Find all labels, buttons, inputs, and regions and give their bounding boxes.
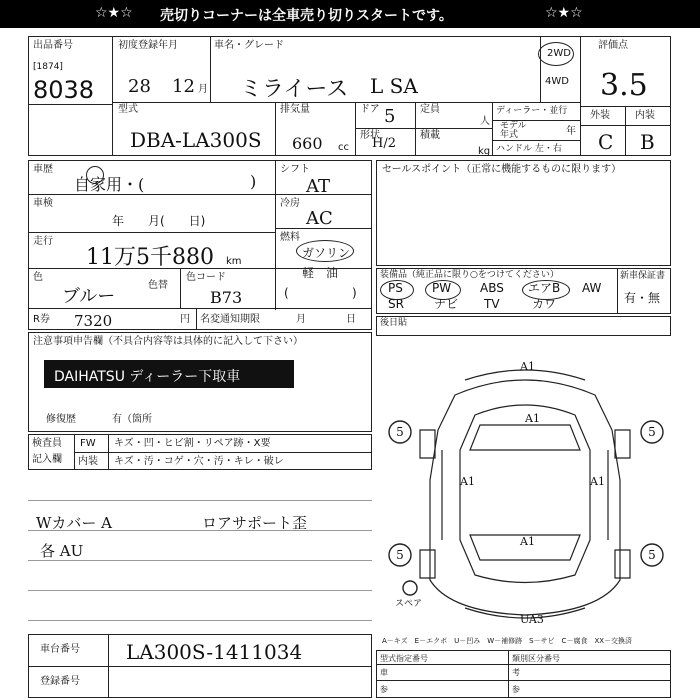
inspection-value: 年 月( 日) <box>112 214 206 228</box>
inspection-label: 車検 <box>33 198 53 209</box>
shape-label: 形状 <box>360 130 380 141</box>
tire-fr: 5 <box>648 425 656 439</box>
banner-right-stars: ☆★☆ <box>545 5 583 21</box>
spare-label: スペア <box>395 599 423 609</box>
ac-value: AC <box>306 208 333 229</box>
history-circle <box>86 166 104 184</box>
sub-2: 参 <box>380 685 388 694</box>
damage-legend: A－キズ E－エクボ U－凹み W－補修跡 S－サビ C－腐食 XX－交換済 <box>382 637 633 645</box>
chassis-label: 車台番号 <box>40 644 80 655</box>
recycle-label: R券 <box>33 314 50 325</box>
banner-text: 売切りコーナーは全車売り切りスタートです。 <box>160 8 453 24</box>
ext-label: 外装 <box>590 110 610 121</box>
mark-left-door: A1 <box>460 475 475 488</box>
mark-hood: A1 <box>525 412 540 425</box>
mark-rear: UA3 <box>520 613 544 626</box>
mark-right-door: A1 <box>590 475 605 488</box>
dealer-label: ディーラー・並行 <box>496 106 568 116</box>
tire-fl: 5 <box>396 425 404 439</box>
mileage-label: 走行 <box>33 236 53 247</box>
later-label: 後日貼 <box>380 318 408 328</box>
mileage-value: 11万5千880 <box>86 245 214 270</box>
lot-number: 8038 <box>33 76 95 104</box>
equip-pw-circle <box>425 280 461 300</box>
load-label: 積載 <box>420 130 440 141</box>
history-close: ) <box>250 172 257 191</box>
recycle-value: 7320 <box>74 312 113 330</box>
handle-label: ハンドル 左・右 <box>496 144 562 154</box>
tire-rl: 5 <box>396 548 404 562</box>
disp-value: 660 <box>292 134 323 153</box>
history-value: 自家用・( <box>74 175 145 194</box>
shape-value: H/2 <box>372 136 396 151</box>
sales-point-section <box>376 160 671 266</box>
notes-label: 注意事項申告欄（不具合内容等は具体的に記入して下さい） <box>33 336 303 347</box>
color-value: ブルー <box>62 286 116 307</box>
color-code: B73 <box>210 288 243 307</box>
sales-point-label: セールスポイント（正常に機能するものに限ります） <box>382 164 622 175</box>
score-label: 評価点 <box>598 40 628 51</box>
lot-sub: [1874] <box>33 62 63 72</box>
mileage-unit: km <box>226 256 242 267</box>
damage-diagram <box>380 340 670 630</box>
fuel-label: 燃料 <box>280 232 300 243</box>
equip-airbag: エアB <box>528 281 561 295</box>
fw-items: キズ・凹・ヒビ割・リペア跡・X要 <box>114 438 271 449</box>
drive-2wd: 2WD <box>547 48 571 59</box>
reg-label: 登録番号 <box>40 676 80 687</box>
banner-left-stars: ☆★☆ <box>95 5 133 21</box>
first-reg-month: 12 <box>172 76 195 97</box>
tax-month: 月 <box>296 314 306 325</box>
inspection-note-2: ロアサポート歪 <box>202 514 308 532</box>
shift-value: AT <box>306 176 331 197</box>
int-label: 内装 <box>635 110 655 121</box>
chassis-value: LA300S-1411034 <box>126 640 303 664</box>
mark-trunk: A1 <box>520 535 535 548</box>
inspector-label: 検査員 <box>32 438 62 449</box>
mark-front: A1 <box>520 360 535 373</box>
tax-label: 名変通知期限 <box>200 314 260 325</box>
lot-label: 出品番号 <box>33 40 73 51</box>
ac-label: 冷房 <box>280 198 300 209</box>
equipment-label: 装備品（純正品に限り○をつけてください） <box>380 270 559 280</box>
year-unit: 年 <box>566 126 576 137</box>
fuel-paren-close: ) <box>352 286 357 300</box>
int-check-label: 内装 <box>78 456 98 467</box>
dealer-trade-in-text: DAIHATSU ディーラー下取車 <box>54 369 241 385</box>
new-car-value: 有・無 <box>624 291 661 305</box>
int-check-items: キズ・汚・コゲ・穴・汚・キレ・破レ <box>114 456 284 467</box>
load-unit: kg <box>478 146 491 157</box>
capacity-unit: 人 <box>480 116 490 127</box>
disp-label: 排気量 <box>280 104 310 115</box>
month-unit: 月 <box>198 84 208 95</box>
equip-pw: PW <box>432 281 452 295</box>
capacity-label: 定員 <box>420 104 440 115</box>
equip-aw: AW <box>582 281 602 295</box>
equip-airbag-circle <box>522 280 570 300</box>
drive-4wd: 4WD <box>545 76 569 87</box>
color-code-label: 色コード <box>186 272 226 283</box>
recycle-unit: 円 <box>180 314 190 325</box>
sub-3: 考 <box>512 668 520 677</box>
inspection-note-1: Wカバー A <box>36 514 113 532</box>
new-car-label: 新車保証書 <box>620 271 666 281</box>
score-value: 3.5 <box>600 68 648 103</box>
header-section <box>28 36 671 156</box>
type-value: DBA-LA300S <box>130 128 262 152</box>
sub-4: 参 <box>512 685 520 694</box>
entry-label: 記入欄 <box>32 454 62 465</box>
later-section <box>376 316 671 336</box>
equip-ps: PS <box>388 281 403 295</box>
fw-label: FW <box>80 438 96 449</box>
model-label: 車名・グレード <box>214 40 284 51</box>
repair-value: 有（箇所 <box>112 414 152 425</box>
fuel-diesel: 軽 油 <box>302 266 339 280</box>
disp-unit: cc <box>338 142 349 153</box>
inspection-note-3: 各 AU <box>40 542 84 560</box>
category-label: 類別区分番号 <box>512 654 560 663</box>
fuel-circle <box>296 240 354 262</box>
repair-label: 修復歴 <box>46 414 76 425</box>
fuel-gas: ガソリン <box>302 246 351 260</box>
color-label: 色 <box>33 272 43 283</box>
shift-label: シフト <box>280 164 310 175</box>
door-value: 5 <box>384 106 396 127</box>
tax-day: 日 <box>346 314 356 325</box>
history-label: 車歴 <box>33 164 53 175</box>
model-grade: L SA <box>370 74 418 98</box>
door-label: ドア <box>360 104 380 115</box>
equip-tv: TV <box>484 297 500 311</box>
equip-ps-circle <box>380 280 414 300</box>
type-label: 型式 <box>118 104 138 115</box>
equip-navi: ナビ <box>434 297 459 311</box>
int-grade: B <box>640 130 655 154</box>
model-year-sub: 年式 <box>500 130 519 140</box>
equip-leather: カワ <box>532 297 557 311</box>
ext-grade: C <box>598 130 614 154</box>
model-name: ミライース <box>240 77 349 102</box>
model-year-label: モデル <box>500 121 527 131</box>
tire-rr: 5 <box>648 548 656 562</box>
fuel-paren-open: ( <box>284 286 289 300</box>
sub-1: 車 <box>380 668 388 677</box>
top-banner <box>0 0 700 28</box>
first-reg-year: 28 <box>128 76 151 97</box>
equip-sr: SR <box>388 297 404 311</box>
first-reg-label: 初度登録年月 <box>118 40 178 51</box>
drive-circle <box>538 42 574 66</box>
equip-abs: ABS <box>480 281 504 295</box>
color-change-label: 色替 <box>148 280 168 291</box>
designation-label: 型式指定番号 <box>380 654 428 663</box>
dealer-trade-in-box <box>44 360 294 388</box>
